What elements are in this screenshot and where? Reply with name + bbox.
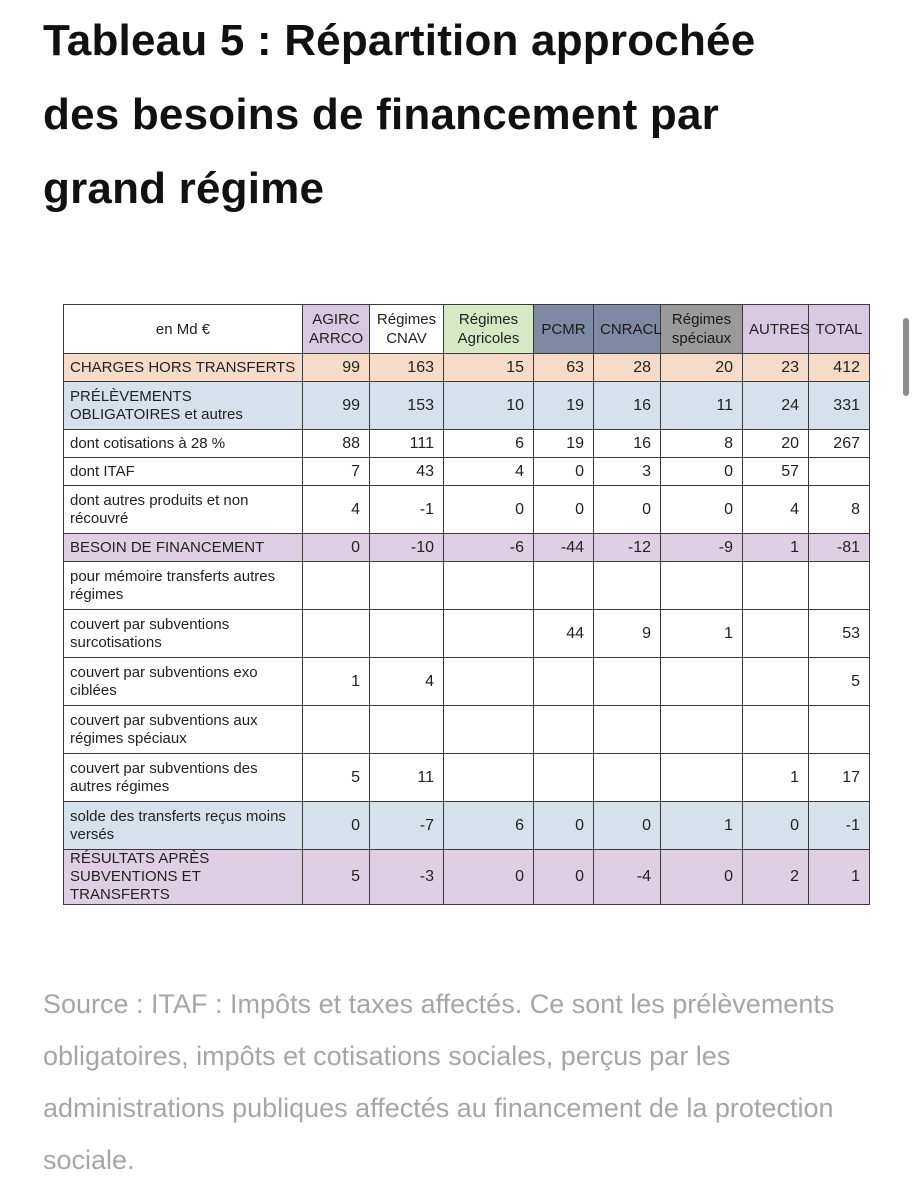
table-cell	[444, 610, 534, 658]
table-cell: -6	[444, 534, 534, 562]
table-cell: 11	[370, 754, 444, 802]
row-label: CHARGES HORS TRANSFERTS	[64, 354, 303, 382]
table-row	[64, 562, 870, 610]
table-cell: 1	[661, 610, 743, 658]
table-row	[64, 534, 870, 562]
table-cell: 20	[661, 354, 743, 382]
col-header-regimes-speciaux: Régimes spéciaux	[661, 305, 743, 354]
table-row	[64, 382, 870, 430]
table-cell	[444, 754, 534, 802]
table-cell: 331	[809, 382, 870, 430]
row-label: dont cotisations à 28 %	[64, 430, 303, 458]
financing-table-container	[63, 304, 869, 905]
table-cell: 17	[809, 754, 870, 802]
row-label: PRÉLÈVEMENTS OBLIGATOIRES et autres	[64, 382, 303, 430]
table-cell: 0	[534, 458, 594, 486]
table-cell: 11	[661, 382, 743, 430]
table-cell: 6	[444, 802, 534, 850]
table-cell: -10	[370, 534, 444, 562]
table-cell: 24	[743, 382, 809, 430]
table-cell	[743, 562, 809, 610]
table-cell	[661, 562, 743, 610]
col-header-total: TOTAL	[809, 305, 870, 354]
table-cell	[743, 658, 809, 706]
table-header-row	[64, 305, 870, 354]
table-cell: 53	[809, 610, 870, 658]
table-cell	[370, 610, 444, 658]
table-cell	[809, 458, 870, 486]
col-header-agirc-arrco: AGIRC ARRCO	[303, 305, 370, 354]
table-cell: 0	[661, 486, 743, 534]
table-row	[64, 850, 870, 905]
table-cell	[594, 754, 661, 802]
row-label: couvert par subventions aux régimes spéciaux	[64, 706, 303, 754]
table-cell: 5	[809, 658, 870, 706]
table-cell: 3	[594, 458, 661, 486]
table-cell: 163	[370, 354, 444, 382]
table-cell	[534, 706, 594, 754]
table-cell: -81	[809, 534, 870, 562]
table-cell: 0	[594, 486, 661, 534]
table-cell: 0	[534, 486, 594, 534]
table-row	[64, 706, 870, 754]
table-cell: 4	[303, 486, 370, 534]
table-cell	[370, 706, 444, 754]
table-cell: -9	[661, 534, 743, 562]
col-header-regimes-agricoles: Régimes Agricoles	[444, 305, 534, 354]
scrollbar-thumb[interactable]	[903, 318, 909, 396]
table-body	[64, 354, 870, 905]
table-cell	[444, 658, 534, 706]
table-cell: 15	[444, 354, 534, 382]
table-cell: 19	[534, 430, 594, 458]
financing-table	[63, 304, 870, 905]
table-cell: 267	[809, 430, 870, 458]
table-row	[64, 458, 870, 486]
col-header-regimes-cnav: Régimes CNAV	[370, 305, 444, 354]
table-cell: 153	[370, 382, 444, 430]
table-cell	[594, 658, 661, 706]
table-cell	[594, 706, 661, 754]
table-cell: 8	[661, 430, 743, 458]
table-cell: 1	[743, 754, 809, 802]
table-cell: 99	[303, 354, 370, 382]
table-cell: 0	[303, 534, 370, 562]
table-cell: 63	[534, 354, 594, 382]
table-cell: 0	[661, 458, 743, 486]
table-cell: 88	[303, 430, 370, 458]
table-cell: 1	[661, 802, 743, 850]
table-cell	[661, 754, 743, 802]
table-cell	[534, 562, 594, 610]
table-cell	[661, 706, 743, 754]
table-cell: 2	[743, 850, 809, 905]
page-title: Tableau 5 : Répartition approchée des besoins de financement par grand régime	[43, 16, 756, 213]
table-cell	[444, 562, 534, 610]
table-row	[64, 754, 870, 802]
table-cell: 20	[743, 430, 809, 458]
table-cell: 44	[534, 610, 594, 658]
table-cell: 5	[303, 754, 370, 802]
col-header-cnracl: CNRACL	[594, 305, 661, 354]
row-label: dont autres produits et non récouvré	[64, 486, 303, 534]
table-cell: 28	[594, 354, 661, 382]
table-cell: 19	[534, 382, 594, 430]
table-cell: 0	[534, 850, 594, 905]
row-label: RÉSULTATS APRÈS SUBVENTIONS ET TRANSFERTS	[64, 850, 303, 905]
table-cell: 8	[809, 486, 870, 534]
table-cell: 0	[594, 802, 661, 850]
table-cell	[534, 754, 594, 802]
table-cell: 16	[594, 430, 661, 458]
table-cell: 6	[444, 430, 534, 458]
table-cell	[809, 562, 870, 610]
table-cell	[743, 706, 809, 754]
table-cell: 4	[370, 658, 444, 706]
row-label: pour mémoire transferts autres régimes	[64, 562, 303, 610]
table-cell	[661, 658, 743, 706]
table-cell	[370, 562, 444, 610]
source-note: Source : ITAF : Impôts et taxes affectés. Ce sont les prélèvements obligatoires, impôts et cotisations sociales, perçus par les administrations publiques affectés au financement de la protection sociale.	[43, 989, 835, 1175]
table-cell: 99	[303, 382, 370, 430]
table-row	[64, 354, 870, 382]
table-cell: 1	[303, 658, 370, 706]
table-cell: 0	[444, 850, 534, 905]
table-cell: 0	[444, 486, 534, 534]
table-cell: -4	[594, 850, 661, 905]
table-cell: 0	[303, 802, 370, 850]
table-cell: 10	[444, 382, 534, 430]
table-cell	[594, 562, 661, 610]
table-cell: -44	[534, 534, 594, 562]
table-cell: 16	[594, 382, 661, 430]
table-cell: 1	[809, 850, 870, 905]
table-cell: 412	[809, 354, 870, 382]
table-cell: 9	[594, 610, 661, 658]
row-label: dont ITAF	[64, 458, 303, 486]
table-cell: -1	[370, 486, 444, 534]
table-cell: 0	[534, 802, 594, 850]
table-cell: 1	[743, 534, 809, 562]
row-label: solde des transferts reçus moins versés	[64, 802, 303, 850]
table-cell	[809, 706, 870, 754]
col-header-autres: AUTRES	[743, 305, 809, 354]
table-cell	[534, 658, 594, 706]
table-cell: 4	[743, 486, 809, 534]
table-row	[64, 610, 870, 658]
row-label: BESOIN DE FINANCEMENT	[64, 534, 303, 562]
table-cell	[303, 610, 370, 658]
table-cell: -1	[809, 802, 870, 850]
table-cell: 7	[303, 458, 370, 486]
table-cell: 57	[743, 458, 809, 486]
table-cell: -3	[370, 850, 444, 905]
row-label: couvert par subventions des autres régimes	[64, 754, 303, 802]
table-cell: 0	[743, 802, 809, 850]
table-cell: 4	[444, 458, 534, 486]
table-cell: 43	[370, 458, 444, 486]
table-cell: 0	[661, 850, 743, 905]
table-row	[64, 802, 870, 850]
table-cell	[303, 706, 370, 754]
table-cell: 111	[370, 430, 444, 458]
table-cell	[743, 610, 809, 658]
unit-header: en Md €	[64, 305, 303, 354]
table-cell: 5	[303, 850, 370, 905]
row-label: couvert par subventions exo ciblées	[64, 658, 303, 706]
table-cell: -7	[370, 802, 444, 850]
table-cell	[303, 562, 370, 610]
table-cell	[444, 706, 534, 754]
table-cell: -12	[594, 534, 661, 562]
table-cell: 23	[743, 354, 809, 382]
col-header-pcmr: PCMR	[534, 305, 594, 354]
table-row	[64, 658, 870, 706]
table-row	[64, 486, 870, 534]
row-label: couvert par subventions surcotisations	[64, 610, 303, 658]
table-row	[64, 430, 870, 458]
